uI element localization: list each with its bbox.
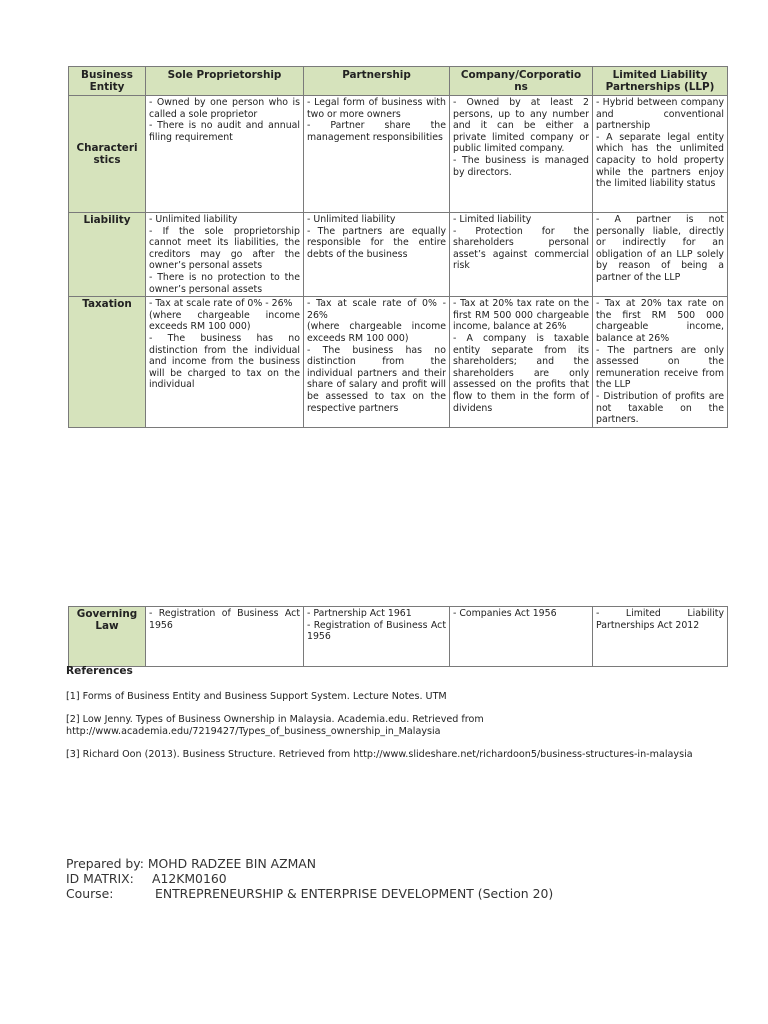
cell-line: (where chargeable income exceeds RM 100 000) — [307, 321, 446, 344]
header-llp — [593, 67, 728, 96]
references-heading: References — [66, 665, 133, 677]
cell-line: - There is no audit and annual filing requirement — [149, 120, 300, 143]
cell-line: - Distribution of profits are not taxable on the partners. — [596, 390, 724, 426]
table-header-row — [69, 67, 728, 96]
cell-partnership-governing — [304, 607, 450, 667]
cell-sole-governing — [146, 607, 304, 667]
header-line: Partnership — [342, 69, 411, 81]
cell-sole-liability — [146, 213, 304, 297]
row-label-line: Taxation — [82, 298, 132, 311]
course-label: Course: — [66, 886, 114, 901]
cell-partnership-characteristics — [304, 96, 450, 213]
cell-partnership-taxation — [304, 297, 450, 428]
reference-item: [3] Richard Oon (2013). Business Structure. Retrieved from http://www.slideshare.net/richardoon5/business-structures-in-malaysia — [66, 749, 693, 761]
cell-line: - Unlimited liability — [149, 214, 238, 225]
business-entity-table — [68, 66, 728, 428]
cell-line: - Hybrid between company and conventional partnership — [596, 97, 724, 132]
row-label-governing-law — [69, 607, 146, 667]
governing-law-table — [68, 606, 728, 667]
cell-line: - Tax at 20% tax rate on the first RM 500 000 chargeable income, balance at 26% — [453, 298, 589, 333]
row-characteristics — [69, 96, 728, 213]
row-label-liability — [69, 213, 146, 297]
cell-llp-taxation — [593, 297, 728, 428]
row-label-characteristics — [69, 96, 146, 213]
row-taxation — [69, 297, 728, 428]
references-section — [66, 666, 736, 773]
cell-line: - Partnership Act 1961 — [307, 608, 412, 619]
prepared-label: Prepared by: — [66, 856, 144, 871]
header-line: Company/Corporatio — [460, 69, 582, 81]
header-line: Sole Proprietorship — [167, 69, 282, 81]
prepared-by-block — [66, 856, 553, 901]
cell-llp-governing — [593, 607, 728, 667]
cell-sole-taxation — [146, 297, 304, 428]
header-line: Partnerships (LLP) — [605, 81, 715, 93]
id-label: ID MATRIX: — [66, 871, 134, 886]
reference-item: [2] Low Jenny. Types of Business Ownership in Malaysia. Academia.edu. Retrieved from http://www.academia.edu/7219427/Types_of_business_ownership_in_Malaysia — [66, 714, 484, 737]
course-line — [66, 886, 553, 901]
cell-line: - If the sole proprietorship cannot meet its liabilities, the creditors may go after the owner’s personal assets — [149, 225, 300, 272]
header-partnership — [304, 67, 450, 96]
prepared-by-line — [66, 856, 553, 871]
header-business-entity — [69, 67, 146, 96]
header-line: Business — [81, 69, 133, 81]
cell-line: - Limited liability — [453, 214, 532, 225]
cell-line: - Legal form of business with two or more owners — [307, 97, 446, 120]
row-liability — [69, 213, 728, 297]
cell-company-governing — [450, 607, 593, 667]
cell-llp-characteristics — [593, 96, 728, 213]
cell-line: - Registration of Business Act 1956 — [149, 608, 300, 631]
header-line: ns — [514, 81, 528, 93]
id-matrix-line — [66, 871, 553, 886]
cell-llp-liability — [593, 213, 728, 297]
course-value: ENTREPRENEURSHIP & ENTERPRISE DEVELOPMENT (Section 20) — [155, 886, 554, 901]
cell-line: - The partners are only assessed on the remuneration receive from the LLP — [596, 344, 724, 391]
cell-company-liability — [450, 213, 593, 297]
header-sole-proprietorship — [146, 67, 304, 96]
row-label-line: Liability — [83, 214, 131, 226]
row-label-line: Characteri — [76, 142, 138, 154]
cell-line: - A separate legal entity which has the unlimited capacity to hold property while the partners enjoy the limited liability status — [596, 131, 724, 190]
cell-line: - Unlimited liability — [307, 214, 396, 225]
row-label-line: Governing — [76, 608, 138, 620]
cell-company-characteristics — [450, 96, 593, 213]
cell-line: - Owned by at least 2 persons, up to any number and it can be either a private limited company or public limited company. — [453, 97, 589, 155]
header-line: Limited Liability — [612, 69, 708, 81]
cell-line: - The business has no distinction from the individual partners and their share of salary and profit will be assessed to tax on the respective partners — [307, 344, 446, 414]
cell-sole-characteristics — [146, 96, 304, 213]
row-label-taxation — [69, 297, 146, 428]
header-line: Entity — [89, 81, 125, 93]
cell-partnership-liability — [304, 213, 450, 297]
cell-line: - Limited Liability Partnerships Act 2012 — [596, 608, 724, 631]
cell-line: - Protection for the shareholders personal asset’s against commercial risk — [453, 225, 589, 272]
cell-line: - Tax at 20% tax rate on the first RM 500 000 chargeable income, balance at 26% — [596, 298, 724, 344]
cell-line: - Tax at scale rate of 0% - 26% — [149, 298, 293, 310]
prepared-name: MOHD RADZEE BIN AZMAN — [147, 856, 317, 871]
row-governing-law — [69, 607, 728, 667]
cell-line: - The business is managed by directors. — [453, 154, 589, 178]
cell-line: - Partner share the management responsibilities — [307, 120, 446, 143]
id-value: A12KM0160 — [152, 871, 227, 886]
header-company — [450, 67, 593, 96]
cell-line: (where chargeable income exceeds RM 100 000) — [149, 309, 300, 333]
cell-line: - A company is taxable entity separate from its shareholders; and the shareholders are only assessed on the profits that flow to them in the form of dividens — [453, 332, 589, 414]
cell-line: - Tax at scale rate of 0% - 26% — [307, 298, 446, 321]
cell-line: - Companies Act 1956 — [453, 608, 557, 619]
row-label-line: stics — [93, 154, 121, 166]
row-label-line: Law — [95, 620, 119, 632]
cell-line: - A partner is not personally liable, directly or indirectly for an obligation of an LLP solely by reason of being a partner of the LLP — [596, 214, 724, 283]
cell-line: - The business has no distinction from the individual and income from the business will be charged to tax on the individual — [149, 332, 300, 391]
cell-line: - Registration of Business Act 1956 — [307, 619, 446, 643]
cell-line: - Owned by one person who is called a sole proprietor — [149, 97, 300, 120]
cell-company-taxation — [450, 297, 593, 428]
cell-line: - There is no protection to the owner’s personal assets — [149, 271, 300, 295]
cell-line: - The partners are equally responsible for the entire debts of the business — [307, 225, 446, 260]
reference-item: [1] Forms of Business Entity and Business Support System. Lecture Notes. UTM — [66, 690, 447, 702]
